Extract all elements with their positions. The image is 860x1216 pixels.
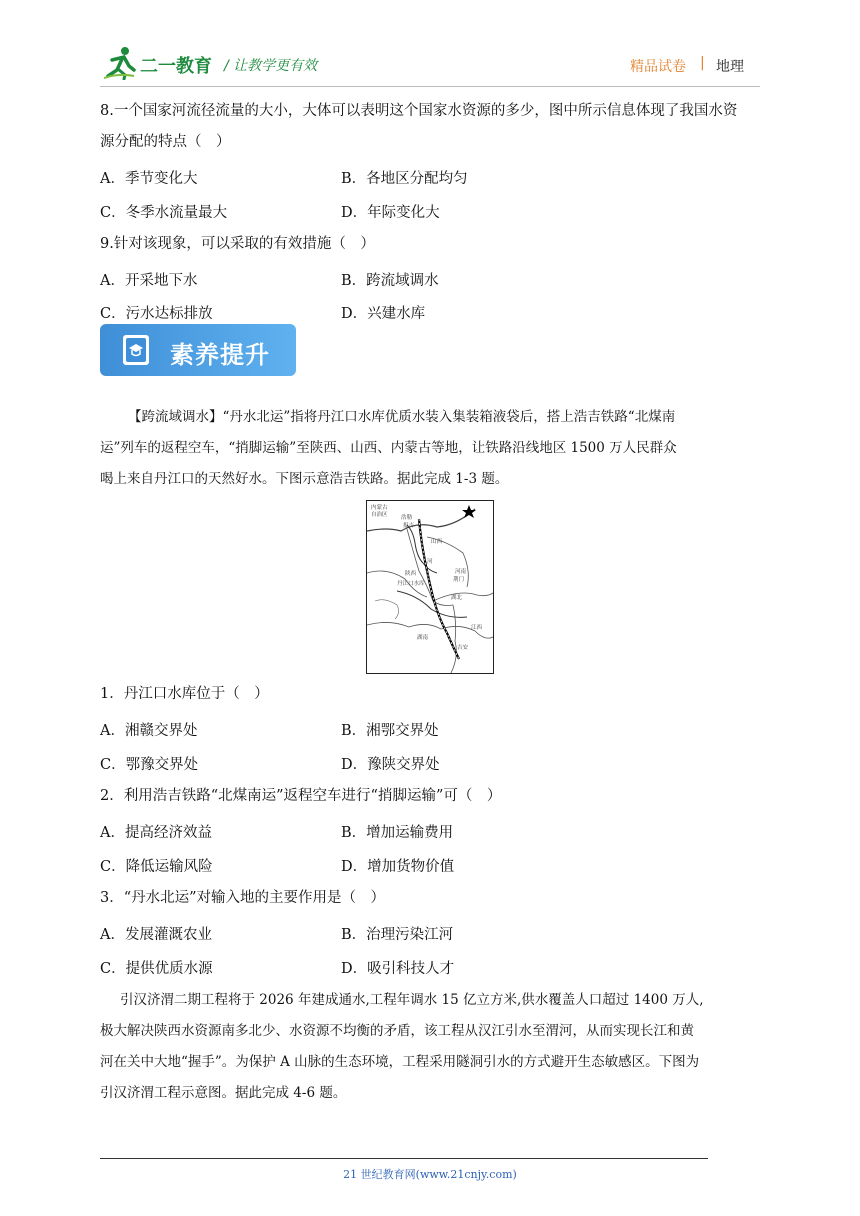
logo-runner-icon [104,46,136,80]
map-label-jian: 吉安 [457,645,469,651]
question-3-option-b: B．治理污染江河 [341,927,454,943]
question-9: 9.针对该现象，可以采取的有效措施（ ） [100,236,375,252]
section-badge-label: 素养提升 [170,341,270,369]
railway-map [366,500,494,674]
question-3: 3．“丹水北运”对输入地的主要作用是（ ） [100,890,386,906]
map-label-river: 河 [427,559,433,565]
question-3-option-a: A．发展灌溉农业 [100,927,212,943]
map-label-shanxi: 山西 [431,539,443,545]
question-8-line-2: 源分配的特点（ ） [100,134,231,150]
question-2-option-c: C．降低运输风险 [100,859,213,875]
header-rule [100,86,760,87]
map-label-jingmen: 荆门 [453,577,465,583]
question-2-option-a: A．提高经济效益 [100,825,212,841]
map-label-inner-mongolia: 内蒙古 [371,505,388,511]
question-1-option-d: D．豫陕交界处 [341,757,440,773]
question-1-option-a: A．湘赣交界处 [100,723,198,739]
question-2: 2．利用浩吉铁路“北煤南运”返程空车进行“捎脚运输”可（ ） [100,788,502,804]
question-8-option-b: B．各地区分配均匀 [341,171,468,187]
passage-1-line-3: 喝上来自丹江口的天然好水。下图示意浩吉铁路。据此完成 1-3 题。 [100,471,509,487]
logo-text: 二一教育 [140,56,212,77]
passage-1 [100,402,764,495]
map-label-jiangxi: 江西 [471,625,483,631]
paper-type-tag: 精品试卷 [630,59,686,75]
slogan: / 让教学更有效 [224,58,318,74]
subject-label: 地理 [716,59,744,75]
question-8-option-a: A．季节变化大 [100,171,198,187]
footer-text: 21 世纪教育网(www.21cnjy.com) [343,1168,517,1181]
passage-2-line-1: 引汉济渭二期工程将于 2026 年建成通水,工程年调水 15 亿立方米,供水覆盖人口超过 1400 万人, [120,992,704,1008]
question-2-option-b: B．增加运输费用 [341,825,454,841]
header [100,40,760,86]
passage-1-line-1: 【跨流域调水】“丹水北运”指将丹江口水库优质水装入集装箱液袋后，搭上浩吉铁路“北煤南 [128,409,676,425]
footer-rule [100,1158,708,1159]
question-8-line-1: 8.一个国家河流径流量的大小，大体可以表明这个国家水资源的多少，图中所示信息体现了我国水资 [100,103,738,119]
map-label-shaanxi: 陕西 [405,571,417,577]
passage-2-line-2: 极大解决陕西水资源南多北少、水资源不均衡的矛盾，该工程从汉江引水至渭河，从而实现长江和黄 [100,1023,694,1039]
passage-2 [100,985,766,1109]
question-9-option-d: D．兴建水库 [341,306,426,322]
question-9-option-a: A．开采地下水 [100,273,198,289]
passage-1-line-2: 运”列车的返程空车，“捎脚运输”至陕西、山西、内蒙古等地，让铁路沿线地区 1500 万人民群众 [100,440,677,456]
passage-2-line-4: 引汉济渭工程示意图。据此完成 4-6 题。 [100,1085,347,1101]
section-badge [100,324,296,376]
book-cap-icon [120,333,154,367]
question-9-option-c: C．污水达标排放 [100,306,213,322]
question-9-option-b: B．跨流域调水 [341,273,439,289]
map-label-hubei: 湖北 [451,595,463,601]
map-label-hunan: 湖南 [417,635,429,641]
question-8-option-c: C．冬季水流量最大 [100,205,228,221]
question-3-option-d: D．吸引科技人才 [341,961,455,977]
question-1-option-b: B．湘鄂交界处 [341,723,439,739]
question-3-option-c: C．提供优质水源 [100,961,213,977]
map-label-haole: 浩勒 [401,515,413,521]
question-2-option-d: D．增加货物价值 [341,859,455,875]
header-divider: | [700,55,705,71]
question-8-option-d: D．年际变化大 [341,205,440,221]
map-label-danjiangkou: 丹江口水库 [397,581,425,587]
question-1-option-c: C．鄂豫交界处 [100,757,199,773]
map-label-haoji: 报吉 [403,523,415,529]
map-label-autonomous-region: 自治区 [371,512,388,518]
question-1: 1．丹江口水库位于（ ） [100,686,269,702]
map-label-henan: 河南 [455,569,467,575]
passage-2-line-3: 河在关中大地“握手”。为保护 A 山脉的生态环境，工程采用隧洞引水的方式避开生态敏感区。下图为 [100,1054,700,1070]
